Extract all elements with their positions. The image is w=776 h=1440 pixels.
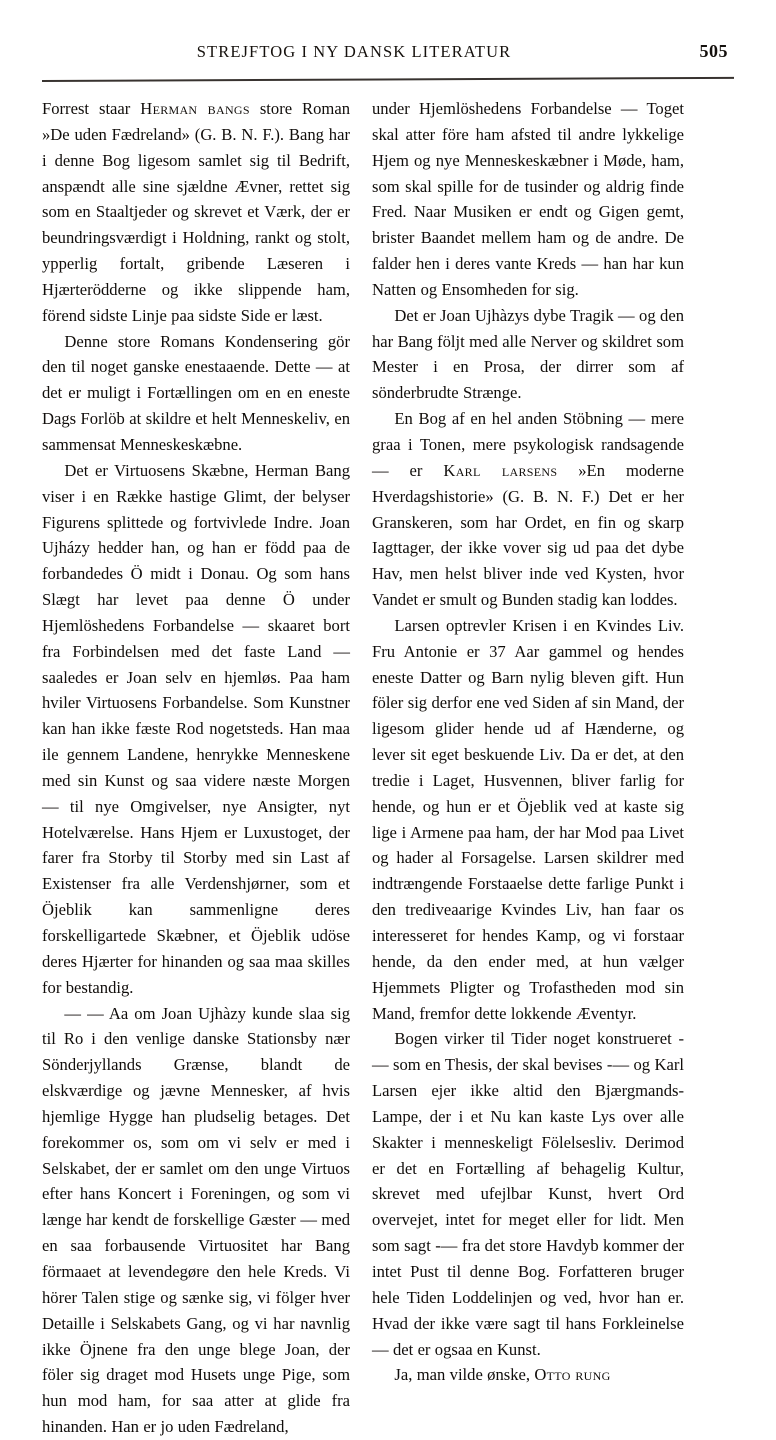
proper-name-smallcaps: Herman bangs: [140, 99, 250, 118]
body-paragraph: under Hjemlöshedens Forbandelse — Toget skal atter före ham afsted til andre lykkelige Hjem og nye Menneskeskæbner i Møde, ham, som skal spille for de tusinder og aldrig finde Fred. Naar Musiken er endt og Gigen gemt, brister Baandet mellem ham og de andre. De falder hen i deres vante Kreds — han har kun Natten og Ensomheden for sig.: [372, 99, 684, 299]
header-rule: [42, 77, 734, 82]
body-paragraph: Det er Virtuosens Skæbne, Herman Bang viser i en Række hastige Glimt, der belyser Figurens splittede og fortvivlede Indre. Joan Ujházy hedder han, og han er född paa de forbandedes Ö midt i Donau. Og som hans Slægt har levet paa denne Ö under Hjemlöshedens Forbandelse — skaaret bort fra Forbindelsen med det faste Land — saaledes er Joan selv en hjemløs. Paa ham hviler Virtuosens Forbandelse. Som Kunstner kan han ikke fæste Rod nogetsteds. Han maa ile gennem Landene, henrykke Menneskene med sin Kunst og saa videre næste Morgen — til nye Omgivelser, nye Ansigter, nyt Hotelværelse. Hans Hjem er Luxustoget, der farer fra Storby til Storby med sin Last af Existenser fra alle Verdenshjørner, som et Öjeblik kan sammenligne deres forskelligartede Skæbner, et Öjeblik udöse deres Hjærter for hinanden og saa maa skilles for bestandig.: [42, 460, 350, 997]
body-paragraph: Forrest staar Herman bangs store Roman »De uden Fædreland» (G. B. N. F.). Bang har i denne Bog ligesom samlet sig til Bedrift, anspændt alle sine sjældne Ævner, rettet sig som en Staaltjeder og skrevet et Værk, der er beundringsværdigt i Holdning, rankt og stolt, ypperlig fortalt, gribende Læseren i Hjærterödderne og ikke slippende ham, förend sidste Linje paa sidste Side er læst.: [42, 99, 350, 325]
running-head-title: STREJFTOG I NY DANSK LITERATUR: [196, 42, 512, 61]
proper-name-smallcaps: Otto rung: [534, 1365, 611, 1385]
running-head: [44, 42, 734, 72]
body-paragraph: Denne store Romans Kondensering gör den til noget ganske enestaaende. Dette — at det er muligt i Fortællingen om en en eneste Dags Forlöb at skildre et helt Menneskeliv, en sammensat Menneskeskæbne.: [42, 331, 350, 454]
column-right: [372, 96, 684, 1388]
body-paragraph: — — Aa om Joan Ujhàzy kunde slaa sig til Ro i den venlige danske Stationsby nær Sönderjyllands Grænse, blandt de elskværdige og jævne Mennesker, af hvis hjemlige Hygge han pludselig betages. Det forekommer os, som om vi selv er med i Selskabet, der er samlet om den unge Virtuos efter hans Koncert i Foreningen, og som vi længe har kendt de forskellige Gæster — med en saa forbausende Virtuositet har Bang förmaaet at levendegøre den hele Kreds. Vi hörer Talen stige og sænke sig, vi fölger hver Detaille i Selskabets Gang, og vi har navnlig ikke Öjnene fra den unge blege Joan, der föler sig draget mod Husets unge Pige, som hun mod ham, for saa atter at glide fra hinanden. Han er jo uden Fædreland,: [42, 1003, 350, 1437]
body-paragraph: Bogen virker til Tider noget konstrueret -— som en Thesis, der skal bevises -— og Karl Larsen ejer ikke altid den Bjærgmands-Lampe, der i et Nu kan kaste Lys over alle Skakter i menneskeligt Fölelsesliv. Derimod er det en Fortælling af behagelig Kultur, skrevet med ufejlbar Kunst, hvert Ord overvejet, intet for meget eller for lidt. Men som sagt -— fra det store Havdyb kommer der intet Pust til denne Bog. Forfatteren bruger hele Tiden Loddelinjen og ved, hvor han er. Hvad der ikke være sagt til hans Forkleinelse — det er ogsaa en Kunst.: [372, 1029, 684, 1359]
proper-name-smallcaps: Karl larsens: [443, 460, 558, 480]
body-paragraph: Larsen optrevler Krisen i en Kvindes Liv. Fru Antonie er 37 Aar gammel og hendes eneste Datter og Barn nylig bleven gift. Hun föler sig derfor ene ved Siden af sin Mand, der ligesom glider hende ud af Hænderne, og lever sit eget beskuende Liv. Da er det, at den tredie i Laget, Husvennen, bliver farlig for hende, og hun er et Öjeblik ved at kaste sig lige i Armene paa ham, der har Mod paa Livet og hader al Forsagelse. Larsen skildrer med indtrængende Forstaaelse dette farlige Punkt i den trediveaarige Kvindes Liv, han faar os interesseret for hendes Kamp, og vi forstaar hende, da den ender med, at hun vælger Hjemmets Pligter og Trofastheden mod sin Mand, fremfor dette lokkende Æventyr.: [372, 615, 684, 1023]
body-paragraph: Det er Joan Ujhàzys dybe Tragik — og den har Bang följt med alle Nerver og skildret som Mester i en Prosa, der dirrer som af sönderbrudte Strænge.: [372, 305, 684, 403]
page-number: 505: [699, 41, 728, 61]
body-paragraph: En Bog af en hel anden Stöbning — mere graa i Tonen, mere psykologisk randsagende — er Karl larsens »En moderne Hverdagshistorie» (G. B. N. F.) Det er her Granskeren, som har Ordet, en fin og skarp Iagttager, der ikke vover sig ud paa det dybe Hav, men helst bliver inde ved Kysten, hvor Vandet er smult og Bunden stadig kan loddes.: [372, 409, 684, 610]
column-left: [42, 96, 350, 1440]
body-paragraph: Ja, man vilde ønske, Otto rung: [394, 1365, 611, 1385]
